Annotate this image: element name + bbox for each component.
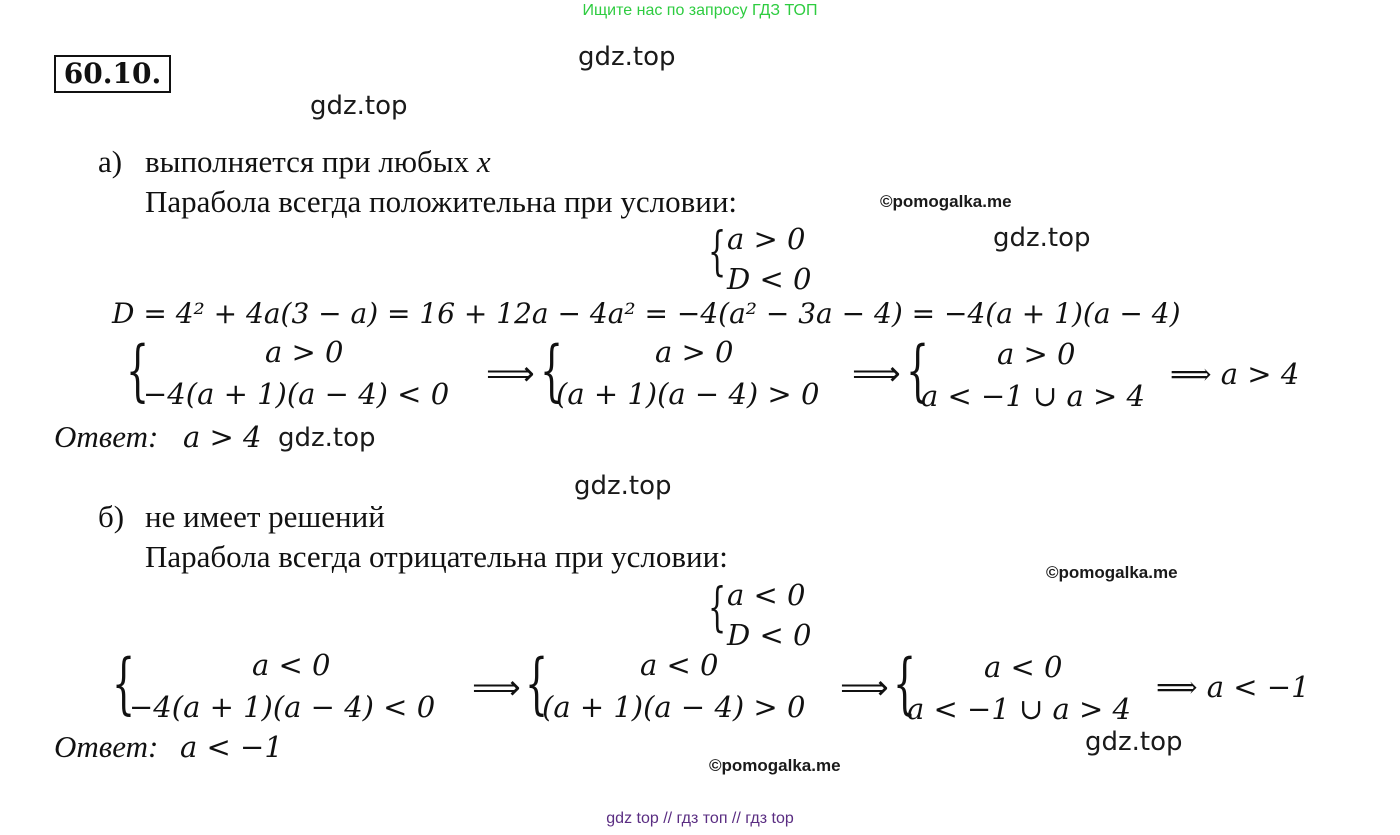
part-b-sys3-top: a < 0: [984, 650, 1063, 684]
watermark-gdz: gdz.top: [578, 42, 676, 72]
watermark-pomogalka: ©pomogalka.me: [1046, 563, 1178, 582]
part-a-sys3-top: a > 0: [997, 337, 1076, 371]
part-b-sys2-top: a < 0: [640, 648, 719, 682]
watermark-pomogalka: ©pomogalka.me: [880, 192, 1012, 211]
part-a-result: ⟹ a > 4: [1170, 357, 1300, 391]
part-a-sys2-bottom: (a + 1)(a − 4) > 0: [556, 377, 820, 411]
part-a-sys1-top: a > 0: [265, 335, 344, 369]
watermark-gdz: gdz.top: [574, 471, 672, 501]
part-b-sys3-brace: {: [893, 645, 917, 722]
watermark-gdz: gdz.top: [278, 423, 376, 453]
part-a-answer-label: Ответ:: [54, 419, 159, 454]
problem-number: 60.10.: [54, 55, 171, 93]
part-b-sys3-bottom: a < −1 ∪ a > 4: [907, 692, 1131, 726]
part-a-cond-brace: {: [708, 222, 727, 282]
part-b-label: б): [98, 499, 125, 534]
implies-arrow: ⟹: [840, 668, 889, 708]
part-a-sys2-top: a > 0: [655, 335, 734, 369]
part-a-statement-text: выполняется при любых: [145, 144, 477, 179]
search-banner: Ищите нас по запросу ГДЗ ТОП: [582, 2, 818, 19]
part-b-cond2: D < 0: [727, 618, 812, 652]
part-b-statement: не имеет решений: [145, 499, 385, 534]
part-a-cond1: a > 0: [727, 222, 806, 256]
part-a-sys1-bottom: −4(a + 1)(a − 4) < 0: [143, 377, 450, 411]
part-b-sys1-top: a < 0: [252, 648, 331, 682]
part-a-label: а): [98, 144, 123, 179]
part-a-discriminant: D = 4² + 4a(3 − a) = 16 + 12a − 4a² = −4(a² − 3a − 4) = −4(a + 1)(a − 4): [112, 297, 1181, 330]
part-b-condition-text: Парабола всегда отрицательна при условии:: [145, 539, 728, 574]
part-a-sys3-brace: {: [906, 332, 930, 409]
watermark-gdz: gdz.top: [310, 91, 408, 121]
part-a-sys1-brace: {: [126, 332, 150, 409]
part-a-answer: a > 4: [183, 420, 262, 454]
part-a-condition-text: Парабола всегда положительна при условии:: [145, 184, 738, 219]
part-b-cond-brace: {: [708, 578, 727, 638]
part-b-sys2-brace: {: [525, 645, 549, 722]
part-b-sys1-brace: {: [112, 645, 136, 722]
part-a-cond2: D < 0: [727, 262, 812, 296]
implies-arrow: ⟹: [852, 354, 901, 394]
implies-arrow: ⟹: [486, 354, 535, 394]
watermark-gdz: gdz.top: [1085, 727, 1183, 757]
part-a-sys3-bottom: a < −1 ∪ a > 4: [921, 379, 1145, 413]
part-a-sys2-brace: {: [540, 332, 564, 409]
part-b-sys2-bottom: (a + 1)(a − 4) > 0: [542, 690, 806, 724]
watermark-pomogalka: ©pomogalka.me: [709, 756, 841, 775]
watermark-gdz: gdz.top: [993, 223, 1091, 253]
part-b-result: ⟹ a < −1: [1156, 670, 1310, 704]
part-b-answer-label: Ответ:: [54, 729, 159, 764]
part-b-answer: a < −1: [180, 730, 283, 764]
part-a-statement: [145, 144, 491, 180]
part-b-cond1: a < 0: [727, 578, 806, 612]
part-a-statement-var: x: [476, 144, 491, 179]
footer-links[interactable]: gdz top // гдз топ // гдз top: [606, 810, 794, 827]
implies-arrow: ⟹: [472, 668, 521, 708]
part-b-sys1-bottom: −4(a + 1)(a − 4) < 0: [129, 690, 436, 724]
